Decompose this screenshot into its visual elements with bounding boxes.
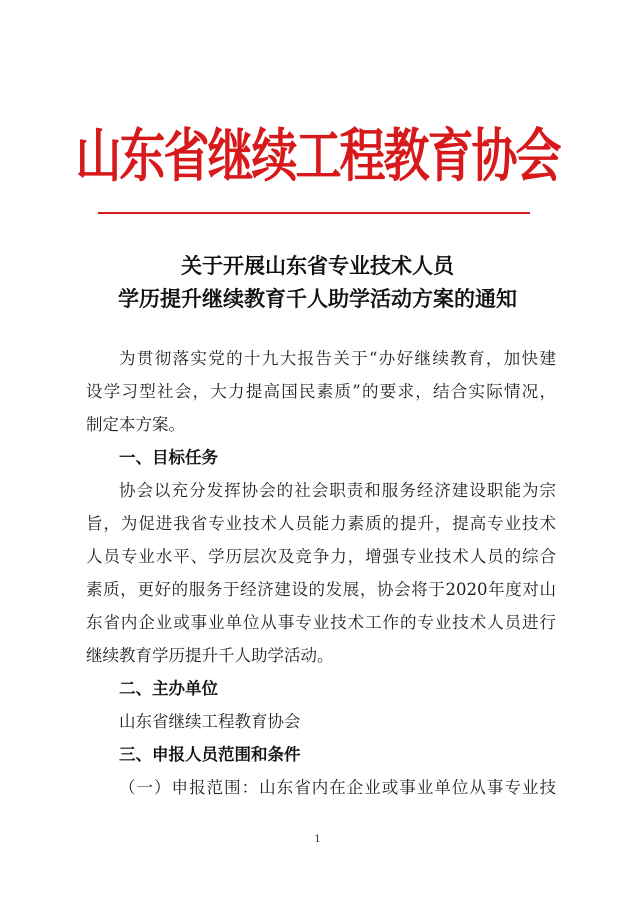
section-1-line-3: 人员专业水平、学历层次及竞争力，增强专业技术人员的综合 (86, 547, 556, 566)
section-3-heading: 三、申报人员范围和条件 (119, 745, 301, 764)
section-1-line-5: 东省内企业或事业单位从事专业技术工作的专业技术人员进行 (86, 613, 556, 632)
section-2-heading: 二、主办单位 (119, 679, 218, 698)
page-number: 1 (314, 834, 321, 845)
header-divider (98, 212, 530, 214)
intro-line-3: 制定本方案。 (86, 415, 185, 434)
document-title-line-2: 学历提升继续教育千人助学活动方案的通知 (118, 287, 517, 311)
section-1-heading: 一、目标任务 (119, 448, 218, 467)
section-2-line-1: 山东省继续工程教育协会 (119, 712, 301, 731)
section-1-line-4: 素质，更好的服务于经济建设的发展，协会将于2020年度对山 (86, 580, 556, 599)
section-3-line-1: （一）申报范围：山东省内在企业或事业单位从事专业技 (119, 778, 556, 797)
document-title-line-1: 关于开展山东省专业技术人员 (181, 254, 454, 278)
intro-line-1: 为贯彻落实党的十九大报告关于“办好继续教育，加快建 (119, 349, 556, 368)
intro-line-2: 设学习型社会，大力提高国民素质”的要求，结合实际情况， (86, 382, 556, 401)
section-1-line-1: 协会以充分发挥协会的社会职责和服务经济建设职能为宗 (119, 481, 556, 500)
section-1-line-2: 旨，为促进我省专业技术人员能力素质的提升，提高专业技术 (86, 514, 556, 533)
organization-header: 山东省继续工程教育协会 (75, 121, 560, 190)
section-1-line-6: 继续教育学历提升千人助学活动。 (86, 646, 334, 665)
